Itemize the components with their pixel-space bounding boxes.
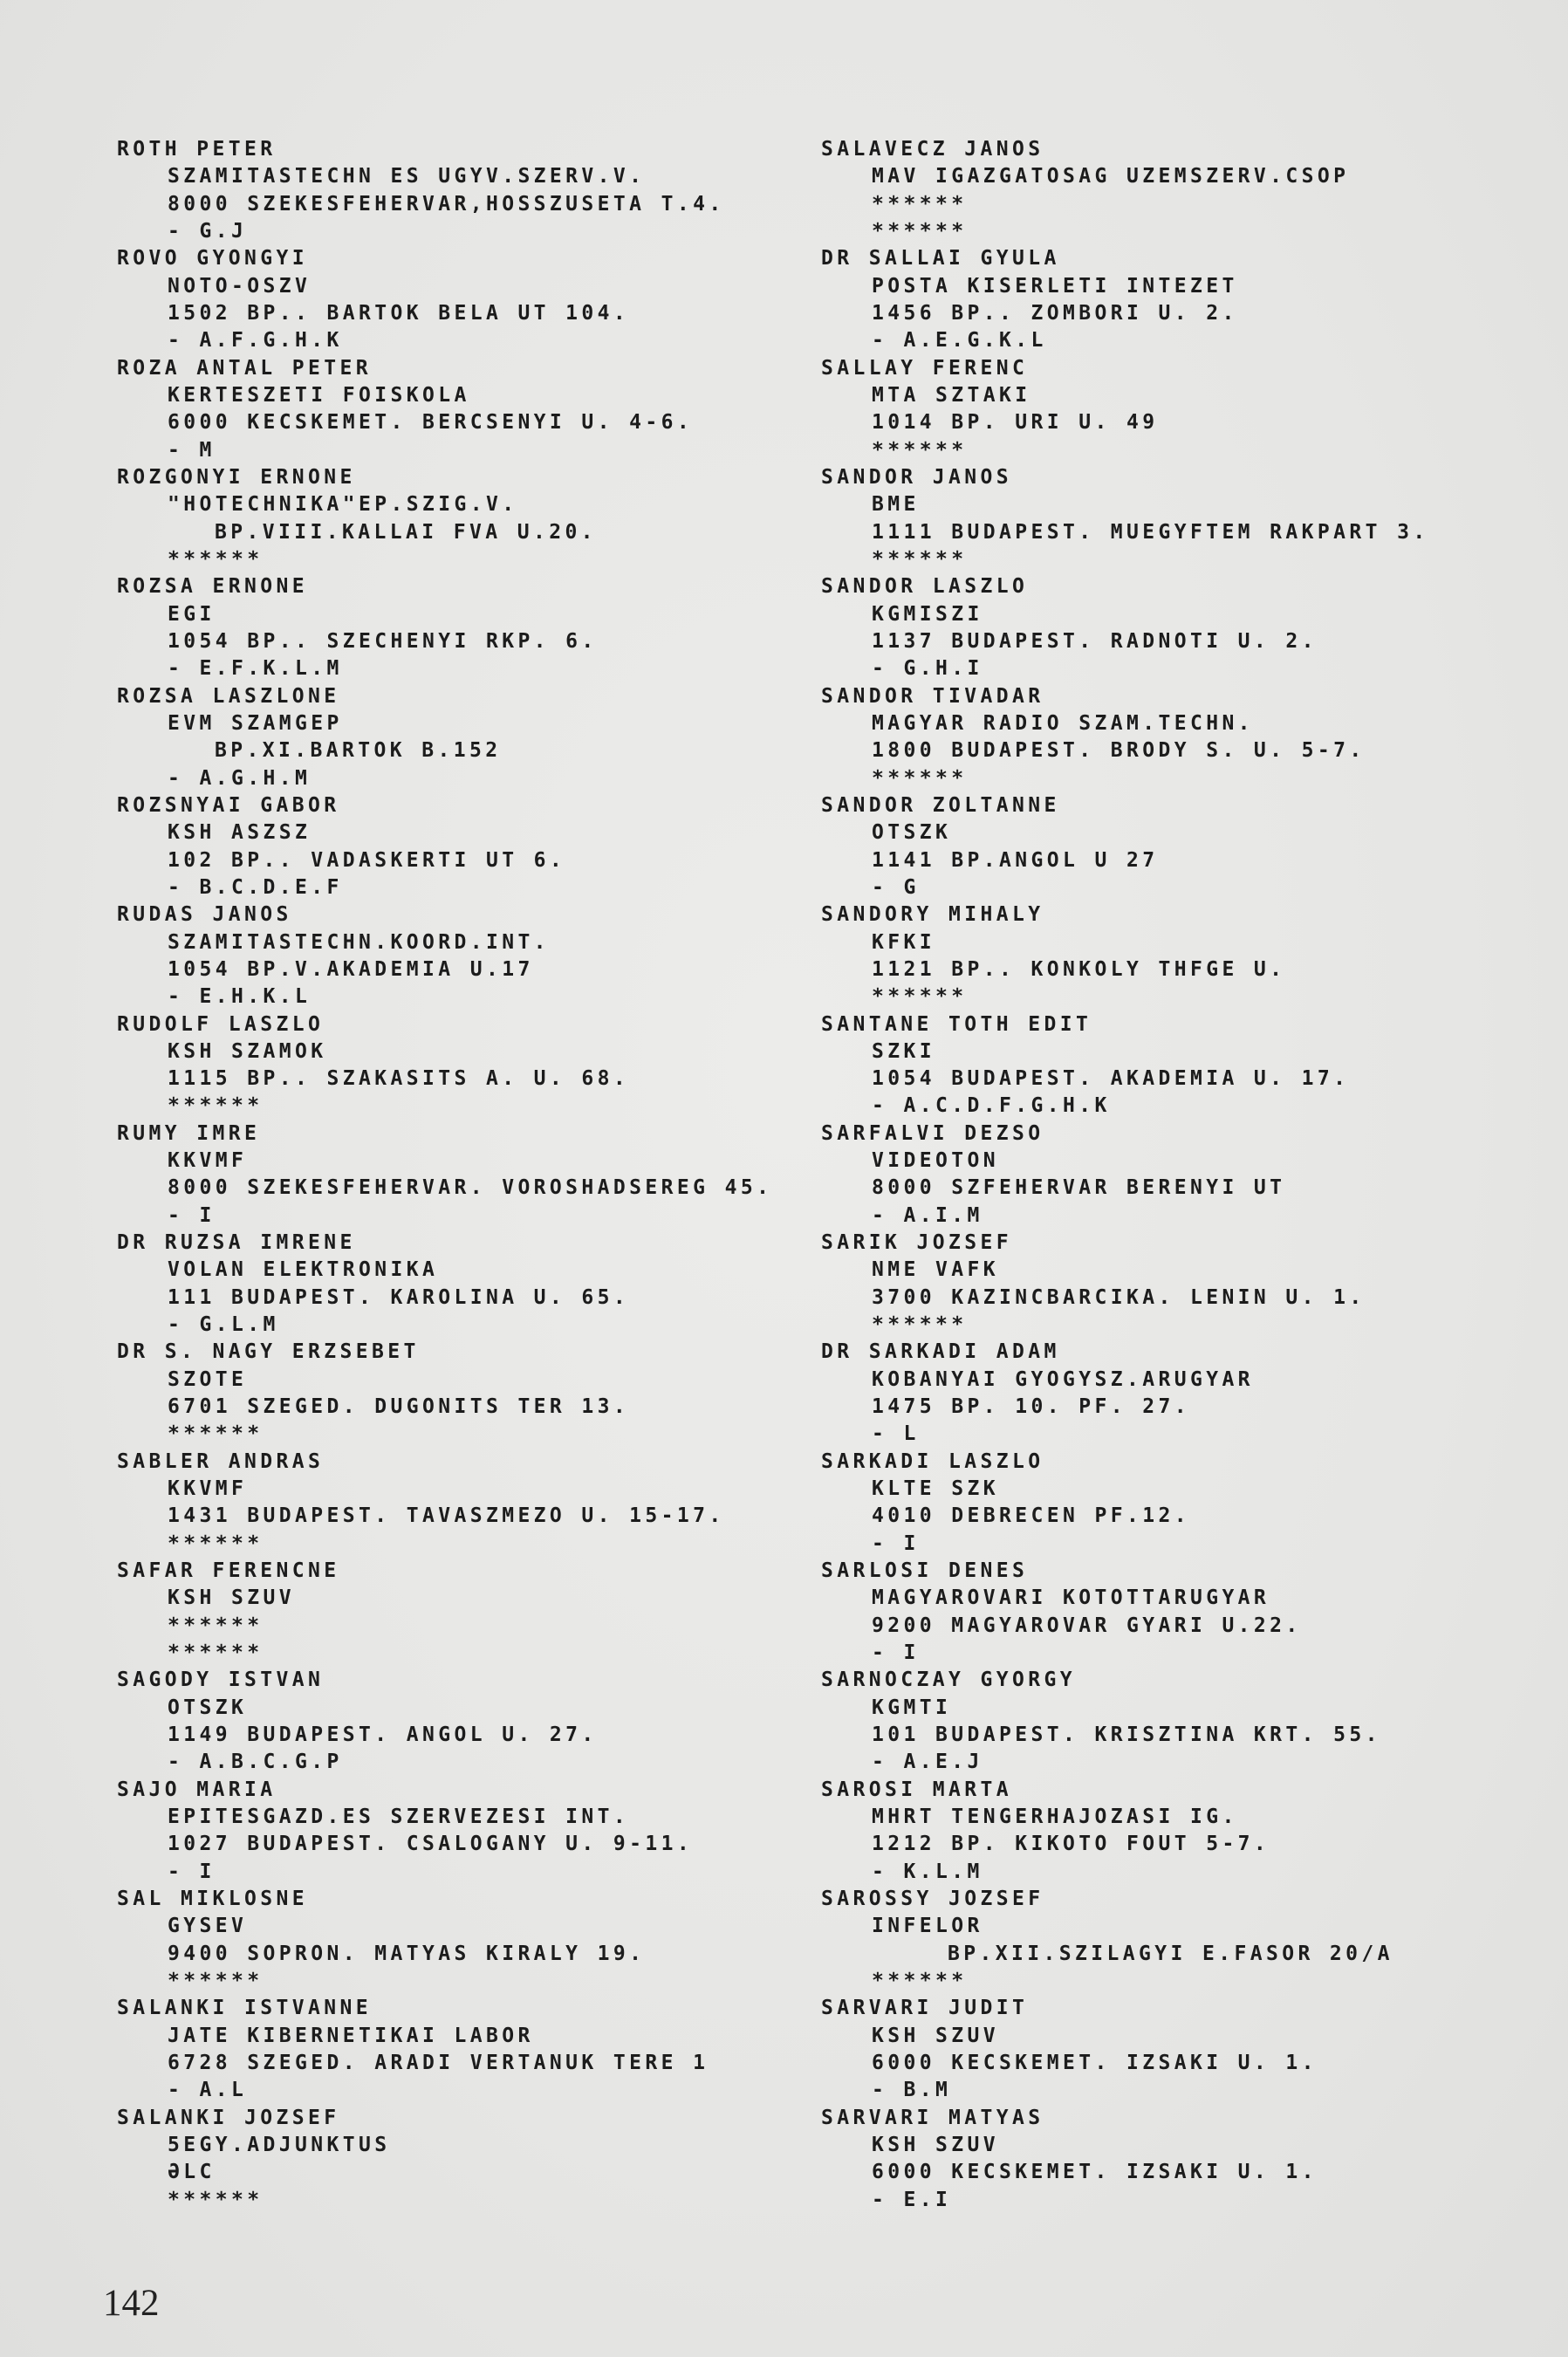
- entry-address: 3700 KAZINCBARCIKA. LENIN U. 1.: [872, 1285, 1366, 1309]
- entry-codes: ******: [872, 438, 968, 462]
- entry-name: ROZGONYI ERNONE: [117, 465, 356, 489]
- entry-organization: "HOTECHNIKA"EP.SZIG.V.: [168, 493, 518, 517]
- entry-address: 1121 BP.. KONKOLY THFGE U.: [872, 957, 1286, 981]
- directory-entry: [117, 1011, 806, 1120]
- entry-organization: KERTESZETI FOISKOLA: [168, 383, 470, 407]
- directory-entry: [117, 1120, 806, 1230]
- entry-organization: MAGYAROVARI KOTOTTARUGYAR: [872, 1586, 1270, 1610]
- entry-name: SALLAY FERENC: [821, 356, 1029, 380]
- entry-organization: KSH SZUV: [872, 2024, 999, 2047]
- entry-organization: EPITESGAZD.ES SZERVEZESI INT.: [168, 1805, 630, 1829]
- directory-entry: [821, 683, 1537, 792]
- directory-entry: [117, 464, 806, 573]
- entry-codes: - K.L.M: [872, 1860, 983, 1883]
- entry-organization: SZAMITASTECHN ES UGYV.SZERV.V.: [168, 165, 646, 188]
- entry-codes: - A.L: [168, 2079, 248, 2102]
- directory-entry: [117, 1558, 806, 1667]
- entry-codes: - G.H.I: [872, 657, 983, 681]
- entry-address: ******: [168, 1614, 264, 1637]
- entry-organization: VIDEOTON: [872, 1149, 999, 1173]
- entry-codes: - I: [168, 1203, 216, 1227]
- entry-address: 1054 BP.. SZECHENYI RKP. 6.: [168, 629, 598, 653]
- entry-organization: MAGYAR RADIO SZAM.TECHN.: [872, 711, 1254, 735]
- entry-name: SAJO MARIA: [117, 1778, 277, 1801]
- entry-name: SANDOR ZOLTANNE: [821, 793, 1060, 817]
- entry-codes: - A.B.C.G.P: [168, 1751, 343, 1774]
- entry-codes: ******: [168, 547, 264, 571]
- entry-organization: OTSZK: [168, 1696, 248, 1719]
- entry-name: SARNOCZAY GYORGY: [821, 1668, 1076, 1692]
- entry-codes: - E.H.K.L: [168, 985, 312, 1009]
- entry-name: DR SALLAI GYULA: [821, 247, 1060, 271]
- entry-organization: SZKI: [872, 1039, 935, 1063]
- entry-name: SANTANE TOTH EDIT: [821, 1012, 1092, 1036]
- entry-name: SARFALVI DEZSO: [821, 1121, 1044, 1145]
- entry-name: RUMY IMRE: [117, 1121, 261, 1145]
- entry-address: 1431 BUDAPEST. TAVASZMEZO U. 15-17.: [168, 1504, 725, 1528]
- entry-name: SARKADI LASZLO: [821, 1449, 1044, 1473]
- entry-codes: - G.J: [168, 219, 248, 243]
- entry-codes: - M: [168, 438, 216, 462]
- entry-address: 101 BUDAPEST. KRISZTINA KRT. 55.: [872, 1723, 1381, 1747]
- entry-address: 1212 BP. KIKOTO FOUT 5-7.: [872, 1833, 1270, 1856]
- entry-address: 9200 MAGYAROVAR GYARI U.22.: [872, 1614, 1302, 1637]
- entry-address: 102 BP.. VADASKERTI UT 6.: [168, 848, 566, 872]
- entry-name: SAL MIKLOSNE: [117, 1888, 308, 1910]
- entry-address: 6000 KECSKEMET. IZSAKI U. 1.: [872, 2051, 1318, 2074]
- entry-organization: KKVMF: [168, 1477, 248, 1501]
- directory-entry: [821, 1886, 1537, 1995]
- entry-address: 1027 BUDAPEST. CSALOGANY U. 9-11.: [168, 1833, 694, 1856]
- entry-organization: KSH SZUV: [872, 2133, 999, 2156]
- entry-organization: OTSZK: [872, 821, 952, 845]
- entry-organization: NOTO-OSZV: [168, 274, 312, 298]
- directory-entry: [117, 1667, 806, 1776]
- right-column: [821, 136, 1537, 2214]
- entry-codes: - E.F.K.L.M: [168, 657, 343, 681]
- entry-name: SAROSI MARTA: [821, 1778, 1012, 1801]
- entry-name: DR RUZSA IMRENE: [117, 1231, 356, 1255]
- entry-organization: MHRT TENGERHAJOZASI IG.: [872, 1805, 1238, 1829]
- directory-entry: [821, 1558, 1537, 1667]
- entry-name: ROZSA ERNONE: [117, 575, 308, 599]
- directory-entry: [821, 1120, 1537, 1230]
- entry-codes: ******: [168, 1422, 264, 1446]
- entry-codes: - A.E.G.K.L: [872, 329, 1047, 353]
- entry-codes: ******: [168, 1641, 264, 1665]
- entry-name: SANDOR JANOS: [821, 465, 1012, 489]
- entry-organization: BME: [872, 493, 920, 517]
- entry-codes: ******: [872, 766, 968, 790]
- entry-organization: KKVMF: [168, 1149, 248, 1173]
- directory-entry: [821, 464, 1537, 573]
- entry-codes: - E.I: [872, 2188, 952, 2211]
- directory-entry: [117, 573, 806, 682]
- entry-codes: - I: [872, 1531, 920, 1555]
- entry-codes: - L: [872, 1422, 920, 1446]
- entry-codes: ******: [872, 547, 968, 571]
- entry-codes: - B.M: [872, 2079, 952, 2102]
- directory-entry: [117, 245, 806, 354]
- entry-codes: - A.E.J: [872, 1751, 983, 1774]
- entry-address: 1054 BUDAPEST. AKADEMIA U. 17.: [872, 1067, 1350, 1091]
- entry-address: 6000 KECSKEMET. IZSAKI U. 1.: [872, 2161, 1318, 2184]
- entry-name: RUDOLF LASZLO: [117, 1012, 325, 1036]
- directory-entry: [117, 792, 806, 901]
- directory-entry: [117, 355, 806, 464]
- entry-name: SALANKI ISTVANNE: [117, 1997, 372, 2020]
- entry-codes: ******: [168, 1969, 264, 1992]
- entry-organization: EGI: [168, 602, 216, 626]
- entry-address: 1137 BUDAPEST. RADNOTI U. 2.: [872, 629, 1318, 653]
- entry-codes: ******: [872, 985, 968, 1009]
- directory-entry: [821, 136, 1537, 245]
- directory-entry: [821, 1777, 1537, 1886]
- entry-organization: MAV IGAZGATOSAG UZEMSZERV.CSOP: [872, 165, 1350, 188]
- entry-name: SALANKI JOZSEF: [117, 2106, 340, 2129]
- entry-name: SAGODY ISTVAN: [117, 1668, 325, 1692]
- entry-codes: - I: [168, 1860, 216, 1883]
- entry-codes: - A.F.G.H.K: [168, 329, 343, 353]
- entry-name: ROZA ANTAL PETER: [117, 356, 372, 380]
- directory-entry: [821, 355, 1537, 464]
- entry-address: 1111 BUDAPEST. MUEGYFTEM RAKPART 3.: [872, 520, 1429, 544]
- entry-organization: 5EGY.ADJUNKTUS: [168, 2133, 391, 2156]
- directory-entry: [821, 1995, 1537, 2104]
- entry-address: 8000 SZEKESFEHERVAR,HOSSZUSETA T.4.: [168, 192, 725, 216]
- entry-organization: EVM SZAMGEP: [168, 711, 343, 735]
- directory-entry: [117, 1995, 806, 2104]
- entry-name: SARLOSI DENES: [821, 1559, 1029, 1583]
- entry-codes: - A.I.M: [872, 1203, 983, 1227]
- entry-codes: ******: [168, 1094, 264, 1118]
- entry-address: 4010 DEBRECEN PF.12.: [872, 1504, 1190, 1528]
- directory-entry: [117, 1886, 806, 1995]
- entry-organization: POSTA KISERLETI INTEZET: [872, 274, 1238, 298]
- entry-address: 1141 BP.ANGOL U 27: [872, 848, 1159, 872]
- entry-address: 6701 SZEGED. DUGONITS TER 13.: [168, 1395, 630, 1419]
- entry-name: SARIK JOZSEF: [821, 1231, 1012, 1255]
- entry-organization: SZOTE: [168, 1367, 248, 1391]
- directory-entry: [821, 1011, 1537, 1120]
- entry-organization: KLTE SZK: [872, 1477, 999, 1501]
- entry-name: DR SARKADI ADAM: [821, 1340, 1060, 1364]
- entry-name: ROZSNYAI GABOR: [117, 793, 340, 817]
- entry-codes: - A.G.H.M: [168, 766, 312, 790]
- entry-codes: ******: [872, 219, 968, 243]
- entry-organization: GYSEV: [168, 1915, 248, 1938]
- directory-entry: [117, 901, 806, 1011]
- entry-name: ROTH PETER: [117, 138, 277, 161]
- directory-entry: [821, 573, 1537, 682]
- entry-address: ƏLC: [168, 2161, 216, 2184]
- entry-address: 1054 BP.V.AKADEMIA U.17: [168, 957, 534, 981]
- entry-address: BP.XII.SZILAGYI E.FASOR 20/A: [948, 1942, 1393, 1965]
- directory-entry: [117, 683, 806, 792]
- entry-organization: KSH ASZSZ: [168, 821, 312, 845]
- entry-address: 1800 BUDAPEST. BRODY S. U. 5-7.: [872, 739, 1366, 763]
- directory-entry: [117, 1339, 806, 1448]
- entry-name: SANDORY MIHALY: [821, 903, 1044, 927]
- directory-entry: [117, 136, 806, 245]
- entry-name: SANDOR TIVADAR: [821, 684, 1044, 708]
- entry-organization: VOLAN ELEKTRONIKA: [168, 1258, 439, 1282]
- entry-address: 8000 SZFEHERVAR BERENYI UT: [872, 1176, 1286, 1200]
- entry-name: SARVARI JUDIT: [821, 1997, 1029, 2020]
- entry-name: SAROSSY JOZSEF: [821, 1888, 1044, 1910]
- directory-entry: [117, 1230, 806, 1339]
- entry-name: ROZSA LASZLONE: [117, 684, 340, 708]
- entry-organization: NME VAFK: [872, 1258, 999, 1282]
- directory-entry: [117, 1777, 806, 1886]
- entry-address: 111 BUDAPEST. KAROLINA U. 65.: [168, 1285, 630, 1309]
- directory-entry: [821, 792, 1537, 901]
- entry-organization: KSH SZUV: [168, 1586, 295, 1610]
- entry-codes: - G.L.M: [168, 1313, 279, 1337]
- entry-organization: SZAMITASTECHN.KOORD.INT.: [168, 930, 550, 954]
- entry-address: 6000 KECSKEMET. BERCSENYI U. 4-6.: [168, 411, 694, 435]
- directory-entry: [821, 1449, 1537, 1558]
- entry-address: BP.XI.BARTOK B.152: [215, 739, 502, 763]
- entry-address: ******: [872, 192, 968, 216]
- entry-codes: ******: [872, 1313, 968, 1337]
- entry-name: SAFAR FERENCNE: [117, 1559, 340, 1583]
- directory-entry: [821, 1339, 1537, 1448]
- left-column: [117, 136, 806, 2214]
- directory-entry: [821, 901, 1537, 1011]
- directory-entry: [821, 1230, 1537, 1339]
- directory-entry: [821, 1667, 1537, 1776]
- entry-name: SABLER ANDRAS: [117, 1449, 325, 1473]
- entry-address: 1149 BUDAPEST. ANGOL U. 27.: [168, 1723, 598, 1747]
- entry-address: 1014 BP. URI U. 49: [872, 411, 1159, 435]
- entry-address: BP.VIII.KALLAI FVA U.20.: [215, 520, 597, 544]
- entry-organization: KGMISZI: [872, 602, 983, 626]
- entry-name: DR S. NAGY ERZSEBET: [117, 1340, 420, 1364]
- entry-organization: INFELOR: [872, 1915, 983, 1938]
- entry-address: 1502 BP.. BARTOK BELA UT 104.: [168, 301, 630, 325]
- entry-codes: - B.C.D.E.F: [168, 875, 343, 899]
- entry-address: 1456 BP.. ZOMBORI U. 2.: [872, 301, 1238, 325]
- entry-codes: - A.C.D.F.G.H.K: [872, 1094, 1111, 1118]
- entry-name: SANDOR LASZLO: [821, 575, 1029, 599]
- entry-organization: KFKI: [872, 930, 935, 954]
- entry-codes: - G: [872, 875, 920, 899]
- directory-entry: [821, 2105, 1537, 2214]
- entry-name: ROVO GYONGYI: [117, 247, 308, 271]
- entry-name: RUDAS JANOS: [117, 903, 292, 927]
- entry-codes: ******: [168, 1531, 264, 1555]
- entry-codes: - I: [872, 1641, 920, 1665]
- directory-entry: [821, 245, 1537, 354]
- entry-organization: JATE KIBERNETIKAI LABOR: [168, 2024, 534, 2047]
- entry-organization: MTA SZTAKI: [872, 383, 1031, 407]
- entry-address: 6728 SZEGED. ARADI VERTANUK TERE 1: [168, 2051, 709, 2074]
- entry-address: 1115 BP.. SZAKASITS A. U. 68.: [168, 1067, 630, 1091]
- entry-codes: ******: [168, 2188, 264, 2211]
- entry-organization: KGMTI: [872, 1696, 952, 1719]
- entry-name: SALAVECZ JANOS: [821, 138, 1044, 161]
- directory-entry: [117, 2105, 806, 2214]
- page-number: 142: [103, 2283, 160, 2324]
- entry-organization: KSH SZAMOK: [168, 1039, 327, 1063]
- entry-address: 1475 BP. 10. PF. 27.: [872, 1395, 1190, 1419]
- entry-name: SARVARI MATYAS: [821, 2106, 1044, 2129]
- entry-address: 8000 SZEKESFEHERVAR. VOROSHADSEREG 45.: [168, 1176, 773, 1200]
- entry-organization: KOBANYAI GYOGYSZ.ARUGYAR: [872, 1367, 1254, 1391]
- entry-codes: ******: [872, 1969, 968, 1992]
- directory-entry: [117, 1449, 806, 1558]
- entry-address: 9400 SOPRON. MATYAS KIRALY 19.: [168, 1942, 646, 1965]
